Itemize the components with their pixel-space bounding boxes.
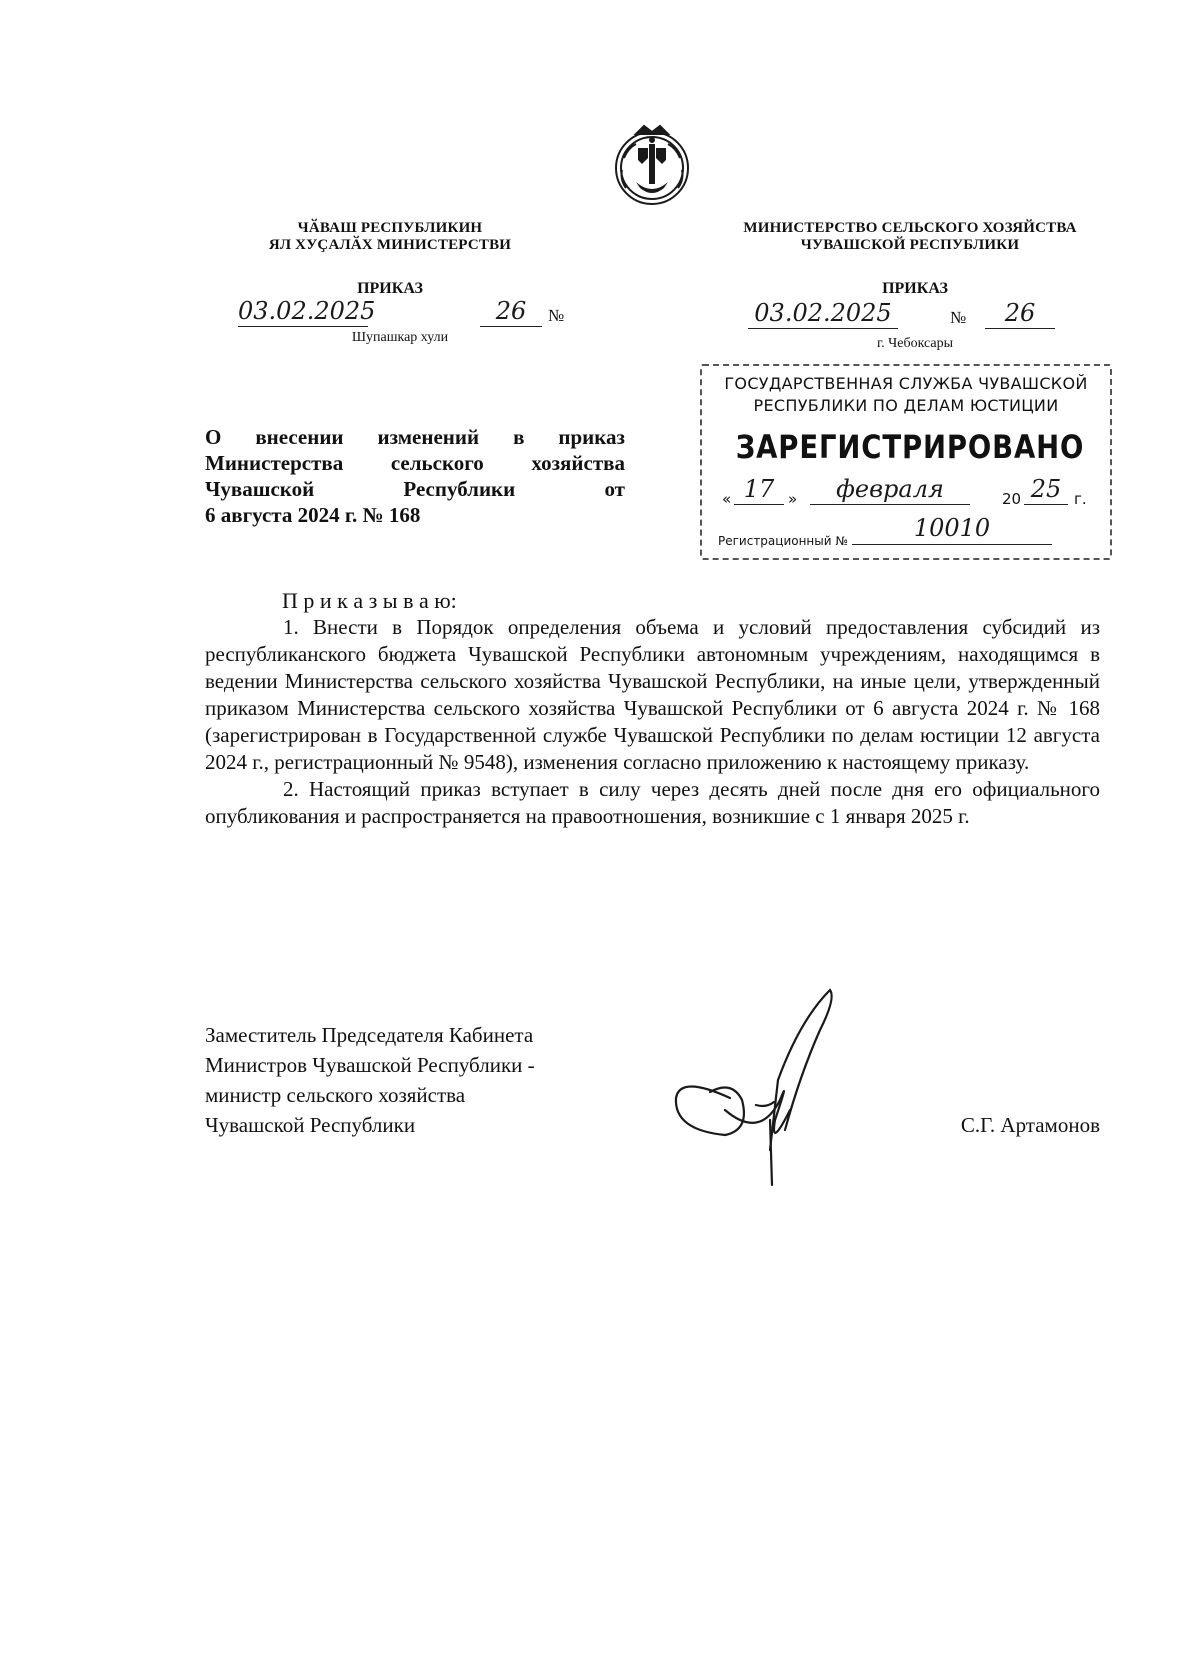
signatory-name: С.Г. Артамонов — [960, 1113, 1100, 1137]
handwritten-signature — [670, 980, 850, 1190]
title-line3: Чувашской Республики от — [205, 477, 625, 501]
left-ministry-line1: ЧӐВАШ РЕСПУБЛИКИН — [297, 220, 483, 236]
left-city: Шупашкар хули — [351, 330, 449, 345]
signatory-line1: Заместитель Председателя Кабинета — [205, 1023, 534, 1047]
left-number-label: № — [548, 306, 565, 325]
right-number-label: № — [950, 308, 967, 327]
title-line1: О внесении изменений в приказ — [205, 425, 625, 449]
left-order-date: 03.02.2025 — [238, 297, 376, 325]
stamp-year-unit: г. — [1074, 490, 1087, 508]
order-item-1: 1. Внести в Порядок определения объема и условий предоставления субсидий из республиканского бюджета Чувашской Республики автономным учреждениям, находящимся в ведении Министерства сельского хозяйства Чувашской Республики, на иные цели, утвержденный приказом Министерства сельского хозяйства Чувашской Республики от 6 августа 2024 г. № 168 (зарегистрирован в Государственной службе Чувашской Республики по делам юстиции 12 августа 2024 г., регистрационный № 9548), изменения согласно приложению к настоящему приказу. — [205, 615, 1100, 774]
stamp-day: 17 — [734, 474, 784, 505]
right-order-number: 26 — [985, 298, 1055, 329]
order-body — [205, 614, 1100, 830]
right-prikaz-label: ПРИКАЗ — [882, 280, 948, 297]
stamp-agency-line2: РЕСПУБЛИКИ ПО ДЕЛАМ ЮСТИЦИИ — [753, 396, 1059, 415]
left-ministry-name — [240, 220, 540, 254]
stamp-reg-label: Регистрационный № — [718, 534, 848, 548]
stamp-quote-open: « — [722, 490, 732, 508]
signatory-line4: Чувашской Республики — [205, 1113, 416, 1137]
left-ministry-line2: ЯЛ ХУҪАЛӐХ МИНИСТЕРСТВИ — [268, 237, 512, 253]
signatory-position — [205, 1020, 625, 1140]
stamp-quote-close: » — [788, 490, 798, 508]
order-item-2: 2. Настоящий приказ вступает в силу через десять дней после дня его официального опубликования и распространяется на правоотношения, возникшие с 1 января 2025 г. — [205, 777, 1100, 828]
left-prikaz-label: ПРИКАЗ — [357, 280, 423, 297]
signatory-line3: министр сельского хозяйства — [205, 1083, 466, 1107]
left-order-number: 26 — [480, 296, 542, 327]
document-title — [205, 424, 625, 528]
stamp-registered: ЗАРЕГИСТРИРОВАНО — [735, 428, 1085, 466]
right-order-date: 03.02.2025 — [748, 298, 898, 329]
stamp-reg-number: 10010 — [852, 512, 1052, 545]
stamp-year-suffix: 25 — [1024, 474, 1068, 505]
right-ministry-line1: МИНИСТЕРСТВО СЕЛЬСКОГО ХОЗЯЙСТВА — [743, 220, 1077, 236]
stamp-agency-line1: ГОСУДАРСТВЕННАЯ СЛУЖБА ЧУВАШСКОЙ — [724, 374, 1088, 393]
stamp-year-prefix: 20 — [1002, 490, 1022, 508]
registration-stamp — [700, 364, 1112, 560]
right-city: г. Чебоксары — [876, 336, 954, 351]
title-line4: 6 августа 2024 г. № 168 — [205, 503, 421, 527]
stamp-month: февраля — [810, 474, 970, 505]
order-word: П р и к а з ы в а ю: — [282, 588, 457, 613]
signatory-line2: Министров Чувашской Республики - — [205, 1053, 535, 1077]
chuvash-emblem-icon — [606, 118, 698, 210]
right-ministry-line2: ЧУВАШСКОЙ РЕСПУБЛИКИ — [800, 237, 1020, 253]
right-ministry-name — [720, 220, 1100, 254]
title-line2: Министерства сельского хозяйства — [205, 451, 625, 475]
